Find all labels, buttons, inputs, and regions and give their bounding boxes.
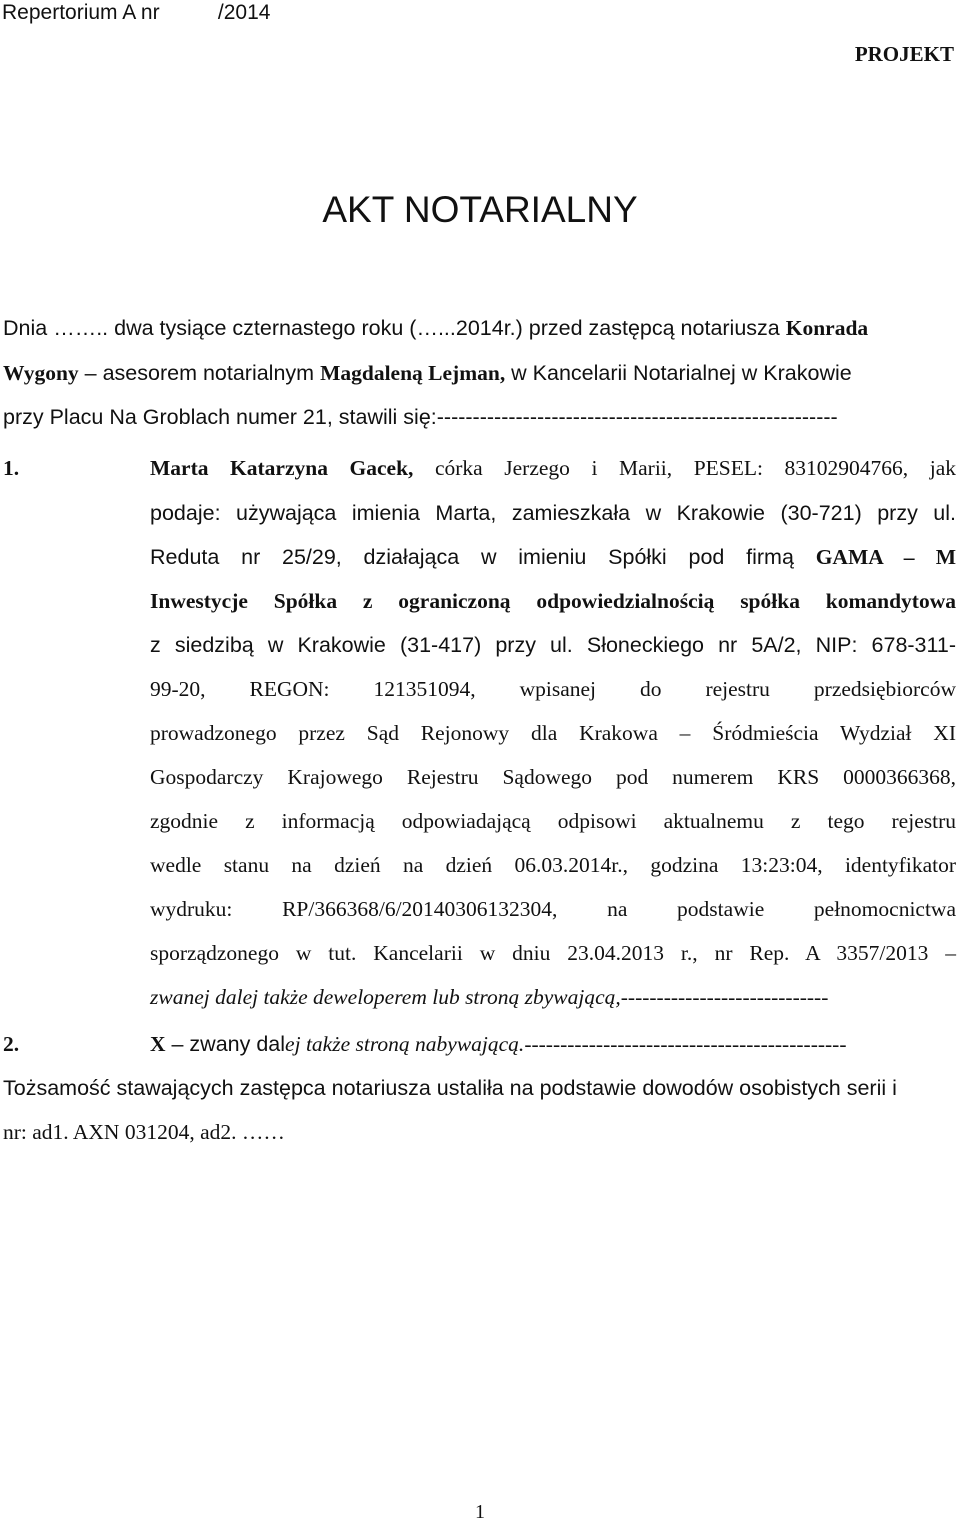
party-2-text: – zwany dal bbox=[165, 1032, 286, 1056]
party-1-line-1 bbox=[150, 454, 956, 482]
notary-name-last: Wygony bbox=[3, 361, 79, 385]
party-2-line bbox=[150, 1030, 956, 1058]
party-1-line-7: prowadzonego przez Sąd Rejonowy dla Krakowa – Śródmieścia Wydział XI bbox=[150, 721, 956, 745]
page-number: 1 bbox=[475, 1501, 485, 1523]
dash-filler: --------------------------------------------- bbox=[524, 1032, 847, 1056]
party-1-line-8: Gospodarczy Krajowego Rejestru Sądowego pod numerem KRS 0000366368, bbox=[150, 765, 956, 789]
party-1-number: 1. bbox=[3, 456, 20, 480]
notary-name-first: Konrada bbox=[785, 316, 869, 340]
party-1-line-6: 99-20, REGON: 121351094, wpisanej do rejestru przedsiębiorców bbox=[150, 677, 956, 701]
dash-filler: ----------------------------- bbox=[620, 985, 829, 1009]
party-2-name: X bbox=[150, 1032, 166, 1056]
party-1-line-13 bbox=[150, 983, 956, 1011]
repertorium-header: Repertorium A nr /2014 bbox=[2, 1, 271, 24]
party-2-role: ej także stroną nabywającą. bbox=[285, 1032, 525, 1056]
party-1-line-4: Inwestycje Spółka z ograniczoną odpowiedzialnością spółka komandytowa bbox=[150, 589, 956, 613]
party-1-line-2: podaje: używająca imienia Marta, zamieszkała w Krakowie (30-721) przy ul. bbox=[150, 501, 956, 525]
party-1-line-5: z siedzibą w Krakowie (31-417) przy ul. Słoneckiego nr 5A/2, NIP: 678-311- bbox=[150, 633, 956, 657]
party-1-name: Marta Katarzyna Gacek, bbox=[150, 456, 414, 480]
party-2-number: 2. bbox=[3, 1032, 20, 1056]
intro-text: Dnia …….. dwa tysiące czternastego roku (…...2014r.) przed zastępcą notariusza bbox=[3, 316, 786, 340]
identity-line-1: Tożsamość stawających zastępca notariusza ustaliła na podstawie dowodów osobistych serii i bbox=[3, 1076, 897, 1100]
party-1-text: córka Jerzego i Marii, PESEL: 83102904766, jak bbox=[413, 456, 956, 480]
intro-text: w Kancelarii Notarialnej w Krakowie bbox=[505, 361, 852, 385]
company-name: GAMA – M bbox=[815, 545, 956, 569]
intro-line-2 bbox=[3, 359, 852, 387]
party-1-line-3 bbox=[150, 543, 956, 571]
party-1-role: zwanej dalej także deweloperem lub stroną zbywającą, bbox=[150, 985, 621, 1009]
party-1-line-11: wydruku: RP/366368/6/20140306132304, na podstawie pełnomocnictwa bbox=[150, 897, 956, 921]
projekt-label: PROJEKT bbox=[854, 42, 954, 66]
party-1-text: Reduta nr 25/29, działająca w imieniu Spółki pod firmą bbox=[150, 545, 816, 569]
intro-text: – asesorem notarialnym bbox=[78, 361, 321, 385]
intro-line-1 bbox=[3, 314, 868, 342]
party-1-line-9: zgodnie z informacją odpowiadającą odpisowi aktualnemu z tego rejestru bbox=[150, 809, 956, 833]
identity-line-2: nr: ad1. AXN 031204, ad2. …… bbox=[3, 1120, 285, 1144]
document-title: AKT NOTARIALNY bbox=[322, 189, 638, 230]
intro-line-3: przy Placu Na Groblach numer 21, stawili się:-------------------------------------------------------- bbox=[3, 405, 838, 429]
party-1-line-10: wedle stanu na dzień na dzień 06.03.2014r., godzina 13:23:04, identyfikator bbox=[150, 853, 956, 877]
assessor-name: Magdaleną Lejman, bbox=[320, 361, 506, 385]
party-1-line-12: sporządzonego w tut. Kancelarii w dniu 23.04.2013 r., nr Rep. A 3357/2013 – bbox=[150, 941, 956, 965]
